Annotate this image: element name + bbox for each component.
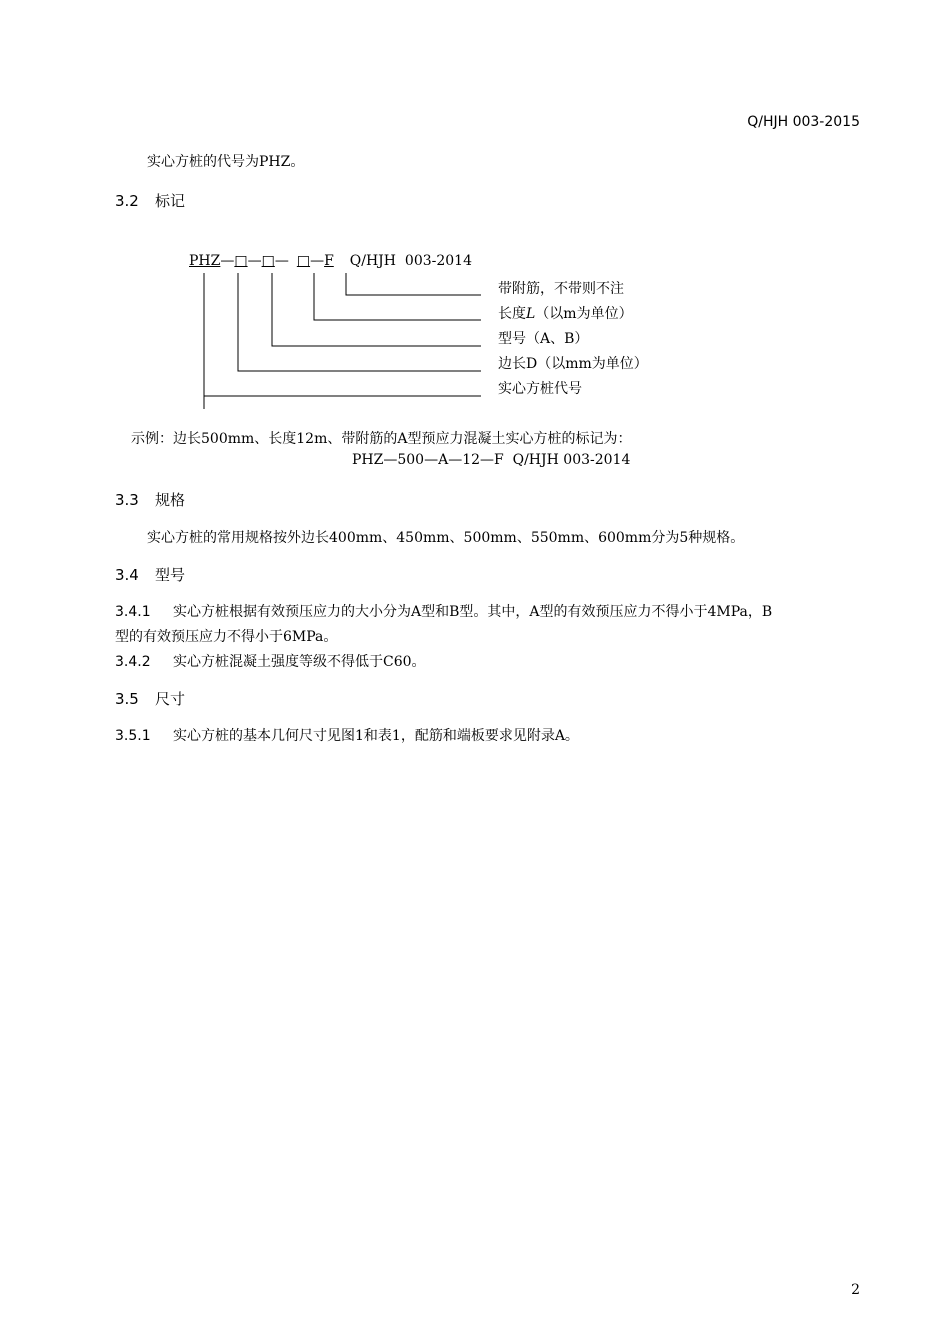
standard-number: Q/HJH 003-2014	[349, 253, 472, 269]
clause-text: 实心方桩根据有效预压应力的大小分为A型和B型。其中，A型的有效预压应力不得小于4MPa，B	[173, 604, 773, 620]
section-heading-3-5	[115, 688, 185, 709]
label-type: 型号（A、B）	[498, 331, 589, 347]
example-line: 示例：边长500mm、长度12m、带附筋的A型预应力混凝土实心方桩的标记为：	[131, 431, 632, 447]
code-dash: —	[247, 253, 262, 269]
code-dash: —	[310, 253, 325, 269]
clause-3-5-1	[115, 725, 579, 745]
label-length	[498, 303, 633, 323]
document-code: Q/HJH 003-2015	[747, 114, 860, 130]
clause-3-4-2	[115, 651, 426, 671]
example-code: PHZ—500—A—12—F Q/HJH 003-2014	[352, 452, 631, 468]
section-title: 尺寸	[155, 690, 186, 708]
label-code: 实心方桩代号	[498, 381, 582, 397]
section-number: 3.4	[115, 566, 139, 584]
leader-line-attached	[346, 273, 481, 295]
section-number: 3.5	[115, 690, 139, 708]
section-title: 规格	[155, 491, 186, 509]
code-box-type: □	[261, 253, 275, 269]
clause-number: 3.4.2	[115, 654, 151, 670]
clause-number: 3.4.1	[115, 604, 151, 620]
section-title: 型号	[155, 566, 186, 584]
intro-paragraph: 实心方桩的代号为PHZ。	[147, 154, 305, 170]
section-number: 3.3	[115, 491, 139, 509]
clause-number: 3.5.1	[115, 728, 151, 744]
section-3-3-body: 实心方桩的常用规格按外边长400mm、450mm、500mm、550mm、600mm分为5种规格。	[147, 530, 745, 546]
leader-line-side	[238, 273, 481, 371]
label-length-symbol: L	[526, 306, 536, 322]
code-dash: —	[274, 253, 289, 269]
label-attached: 带附筋，不带则不注	[498, 281, 624, 297]
label-length-unit: （以m为单位）	[535, 306, 633, 322]
code-dash: —	[220, 253, 235, 269]
leader-line-type	[272, 273, 481, 346]
label-length-text: 长度	[498, 306, 526, 322]
label-side: 边长D（以mm为单位）	[498, 356, 648, 372]
code-box-length: □	[296, 253, 311, 269]
section-number: 3.2	[115, 192, 139, 210]
section-title: 标记	[155, 192, 186, 210]
leader-line-length	[314, 273, 481, 320]
clause-text: 实心方桩混凝土强度等级不得低于C60。	[173, 654, 426, 670]
code-suffix-f: F	[324, 253, 334, 269]
clause-text: 实心方桩的基本几何尺寸见图1和表1，配筋和端板要求见附录A。	[173, 728, 579, 744]
code-box-side: □	[234, 253, 248, 269]
section-heading-3-3	[115, 489, 185, 510]
page-number: 2	[851, 1282, 860, 1298]
code-prefix: PHZ	[189, 253, 221, 269]
clause-3-4-1-continued: 型的有效预压应力不得小于6MPa。	[115, 629, 338, 645]
section-heading-3-4	[115, 564, 185, 585]
clause-3-4-1	[115, 601, 772, 621]
